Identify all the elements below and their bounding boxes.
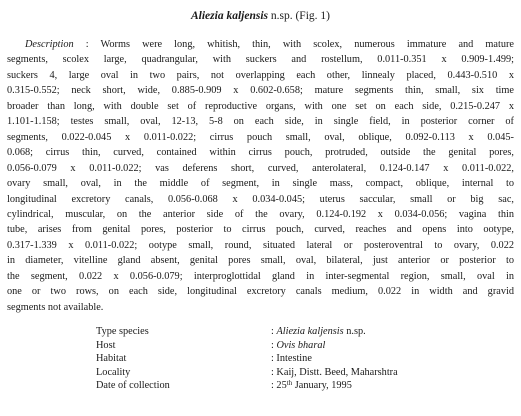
detail-value: : Ovis bharal — [271, 339, 326, 351]
description-line: segments, scolex large, quadrangular, with suckers and rostellum, 0.011-0.351 x 0.909-1.499; — [7, 54, 514, 66]
description-line-text: : Worms were long, whitish, thin, with scolex, numerous immature and mature — [73, 39, 514, 50]
description-line: one or two rows, on each side, longitudinal excretory canals medium, 0.022 in width and gravid — [7, 286, 514, 298]
description-line: 0.068; cirrus thin, curved, contained within cirrus pouch, protruded, outside the genital pores, — [7, 147, 514, 159]
detail-value: : Intestine — [271, 353, 312, 365]
species-name: Aliezia kaljensis — [191, 10, 268, 22]
description-paragraph — [7, 37, 514, 315]
description-line: 1.101-1.158; testes small, oval, 12-13, 5-8 on each side, in single field, in posterior corner of — [7, 116, 514, 128]
description-line: suckers 4, large oval in two pairs, not overlapping each other, linnealy placed, 0.443-0.510 x — [7, 69, 514, 81]
description-line: the segment, 0.022 x 0.056-0.079; interproglottidal gland in inter-segmental region, small, oval in — [7, 270, 514, 282]
detail-value: : Kaij, Distt. Beed, Maharshtra — [271, 366, 398, 378]
description-line: broader than long, with double set of reproductive organs, with one set on each side, 0.215-0.247 x — [7, 100, 514, 112]
description-line — [7, 37, 514, 52]
description-line: tube, arises from genital pores, posterior to cirrus pouch, curved, reaches and opens into ootype, — [7, 224, 514, 236]
species-suffix: n.sp. (Fig. 1) — [268, 10, 330, 22]
detail-row-habitat — [96, 352, 516, 366]
description-line: 0.317-1.339 x 0.011-0.022; ootype small, round, situated lateral or posteroventral to ovary, 0.022 — [7, 239, 514, 251]
detail-row-locality — [96, 366, 516, 380]
detail-value: : 25th January, 1995 — [271, 379, 352, 392]
detail-value: : Aliezia kaljensis n.sp. — [271, 326, 366, 337]
description-lead: Description — [25, 39, 74, 50]
description-line: segments not available. — [7, 301, 104, 313]
detail-label: Date of collection — [96, 380, 170, 392]
detail-label: Locality — [96, 366, 131, 378]
detail-row-type-species — [96, 325, 516, 339]
description-line: ovary small, oval, in the middle of segment, in single mass, compact, oblique, internal to — [7, 178, 514, 190]
description-line: cylindrical, muscular, on the anterior side of the ovary, 0.124-0.192 x 0.034-0.056; vagina thin — [7, 208, 514, 220]
detail-label: Host — [96, 339, 116, 351]
description-line: segments, 0.022-0.045 x 0.011-0.022; cirrus pouch small, oval, oblique, 0.092-0.113 x 0.045- — [7, 131, 514, 143]
detail-row-host — [96, 339, 516, 353]
description-line: in diameter, vitelline gland absent, genital pores small, oval, bilateral, just anterior or posterior to — [7, 255, 514, 267]
detail-label: Habitat — [96, 353, 127, 365]
description-line: 0.315-0.552; neck short, wide, 0.885-0.909 x 0.602-0.658; mature segments thin, small, six time — [7, 85, 514, 97]
description-line: 0.056-0.079 x 0.011-0.022; vas deferens short, curved, anterolateral, 0.124-0.147 x 0.011-0.022, — [7, 162, 514, 174]
detail-label: Type species — [96, 326, 149, 337]
detail-row-date-of-collection — [96, 379, 516, 393]
species-title — [0, 9, 521, 23]
description-line: longitudinal excretory canals, 0.056-0.068 x 0.034-0.045; uterus saccular, small or big sac, — [7, 193, 514, 205]
specimen-details — [96, 325, 516, 393]
